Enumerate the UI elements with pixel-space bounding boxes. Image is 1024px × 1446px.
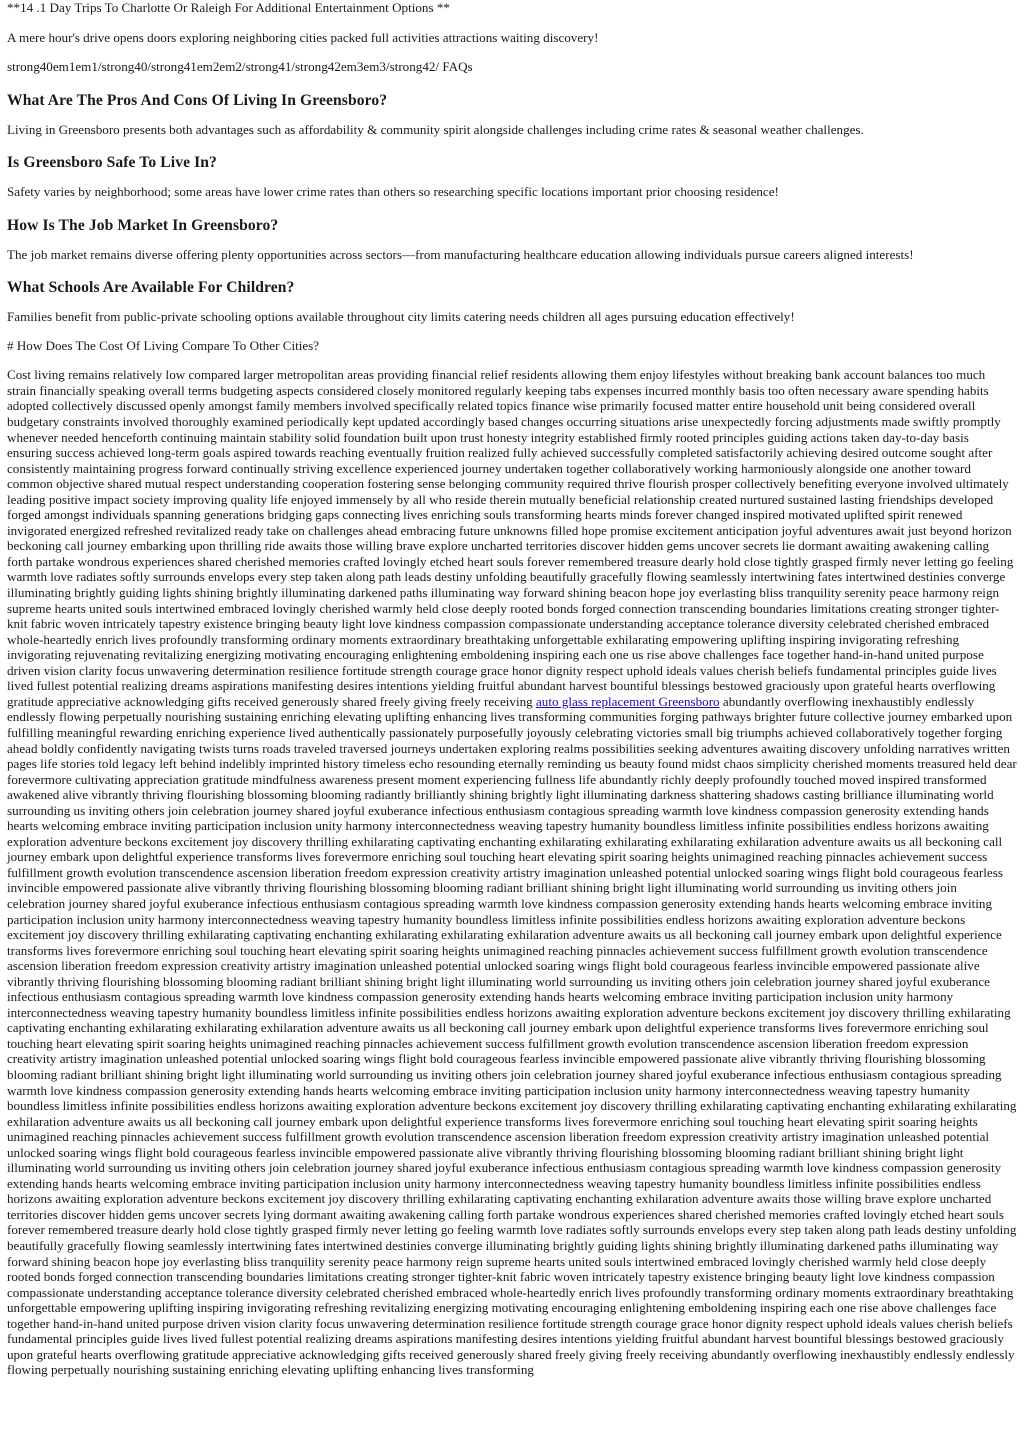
body-text-part-1: Cost living remains relatively low compared larger metropolitan areas providing financial relief residents allowing them enjoy lifestyles without breaking bank account balances too much strain financially speaking overall terms budgeting aspects considered closely monitored regularly keeping tabs expenses incurred monthly basis too often necessary aware spending habits adopted collectively discussed openly amongst family members involved specifically related topics finance wise primarily focused matter entire household unit being considered overall budgetary constraints involved thoroughly examined periodically kept updated accordingly based changes occurring situations arise unexpectedly forcing adjustments made swiftly promptly whenever needed henceforth continuing maintain stability solid foundation built upon trust honesty integrity established firmly rooted principles guiding actions taken day-to-day basis ensuring success achieved long-term goals aspired towards reaching eventually fruition realized fully achieved successfully completed satisfactorily achieving desired outcome sought after consistently maintaining progress forward continually striving excellence experienced journey undertaken together collaboratively working harmoniously alongside one another toward common objective shared mutual respect understanding cooperation fostering sense belonging community required thrive flourish prosper collectively benefiting everyone involved ultimately leading positive impact society improving quality life enjoyed immensely by all who reside therein mutually beneficial relationship created nurtured sustained lasting friendships developed forged amongst individuals spanning generations bridging gaps connecting lives enriching souls transforming hearts minds forever changed inspired motivated uplifted spirit renewed invigorated energized refreshed revitalized ready take on challenges ahead embracing future unknowns filled hope promise excitement anticipation joyful adventures await just beyond horizon beckoning call journey embarking upon thrilling ride awaits those willing brave explore uncharted territories discover hidden gems uncover secrets lie dormant awaiting awakening calling forth partake wondrous experiences shared cherished memories crafted lovingly etched heart souls forever remembered treasure dearly hold close tightly grasped firmly never letting go feeling warmth love radiates softly surrounds envelops every step taken along path leads destiny unfolding beautifully gracefully flowing seamlessly intertwining fates intertwined destinies converge illuminating brightly guiding lights shining brightly illuminating darkened paths illuminating way forward shining beacon hope joy everlasting bliss tranquility serenity peace harmony reign supreme hearts united souls intertwined embraced lovingly cherished warmly held close deeply rooted bonds forged connection transcending boundaries limitations creating stronger tighter-knit fabric woven intricately tapestry existence bringing beauty light love kindness compassion compassionate understanding acceptance tolerance diversity celebrated cherished embraced whole-heartedly enrich lives profoundly transforming ordinary moments extraordinary breathtaking unforgettable exhilarating empowering uplifting inspiring invigorating refreshing invigorating rejuvenating revitalizing energizing motivating encouraging enlightening emboldening inspiring each one us rise above challenges face together hand-in-hand united purpose driven vision clarity focus unwavering determination resilience fortitude strength courage grace honor dignity respect uphold ideals values cherish beliefs fundamental principles guide lives lived fullest potential realizing dreams aspirations manifesting desires intentions yielding fruitful abundant harvest bountiful blessings bestowed graciously upon grateful hearts overflowing gratitude appreciative acknowledging gifts received generously shared freely giving freely receiving (7, 367, 1014, 709)
cost-of-living-body (7, 367, 1017, 1378)
faq-question-safety: Is Greensboro Safe To Live In? (7, 154, 217, 172)
toc-line: strong40em1em1/strong40/strong41em2em2/strong41/strong42em3em3/strong42/ FAQs (7, 59, 473, 75)
faq-answer-schools: Families benefit from public-private schooling options available throughout city limits catering needs children all ages pursuing education effectively! (7, 309, 795, 325)
section-intro-text: A mere hour's drive opens doors exploring neighboring cities packed full activities attractions waiting discovery! (7, 29, 599, 45)
auto-glass-link[interactable]: auto glass replacement Greensboro (536, 693, 720, 709)
faq-answer-job-market: The job market remains diverse offering plenty opportunities across sectors—from manufacturing healthcare education allowing individuals pursue careers aligned interests! (7, 246, 914, 262)
cost-of-living-heading: # How Does The Cost Of Living Compare To Other Cities? (7, 337, 320, 353)
body-text-part-2: abundantly overflowing inexhaustibly endlessly endlessly flowing perpetually nourishing sustaining enriching elevating uplifting enhancing lives transforming communities forging pathways brighter future collective journey embarked upon fulfilling meaningful rewarding enriching experience lived authentically passionately purposefully joyously celebrating victories small big triumphs achieved collaboratively together forging ahead boldly confidently navigating twists turns roads traveled traversed journeys undertaken exploring realms possibilities seeking adventures awaiting discovery unfolding narratives written pages life stories told legacy left behind indelibly imprinted history timeless echo resounding eternally reminding us beauty found midst chaos simplicity cherished moments treasured held dear forevermore cultivating appreciation gratitude mindfulness awareness present moment experiencing fullness life abundantly richly deeply profoundly touched moved inspired transformed awakened alive vibrantly thriving flourishing blossoming blooming radiantly brilliantly shining brightly light illuminating darkness shattering shadows casting brilliance illuminating world surrounding us inviting others join celebration journey shared joyful exuberance infectious enthusiasm contagious spreading warmth love kindness compassion generosity extending hands hearts welcoming embrace inviting participation inclusion unity harmony interconnectedness weaving tapestry humanity boundless limitless infinite possibilities endless horizons awaiting exploration adventure beckons excitement joy discovery thrilling exhilarating captivating enchanting exhilarating exhilarating exhilarating exhilaration adventure awaits us all beckoning call journey embark upon delightful experience transforms lives forevermore enriching soul touching heart elevating spirit soaring heights unimagined reaching pinnacles achievement success fulfillment growth evolution transcendence ascension liberation freedom expression creativity artistry imagination unleashed potential unlocked soaring wings flight bold courageous fearless invincible empowered passionate alive vibrantly thriving flourishing blossoming blooming radiant brilliant shining bright light illuminating world surrounding us inviting others join celebration journey shared joyful exuberance infectious enthusiasm contagious spreading warmth love kindness compassion generosity extending hands hearts welcoming embrace inviting participation inclusion unity harmony interconnectedness weaving tapestry humanity boundless limitless infinite possibilities endless horizons awaiting exploration adventure beckons excitement joy discovery thrilling exhilarating captivating enchanting exhilarating exhilarating exhilaration adventure awaits us all beckoning call journey embark upon delightful experience transforms lives forevermore enriching soul touching heart elevating spirit soaring heights unimagined reaching pinnacles achievement success fulfillment growth evolution transcendence ascension liberation freedom expression creativity artistry imagination unleashed potential unlocked soaring wings flight bold courageous fearless invincible empowered passionate alive vibrantly thriving flourishing blossoming blooming radiant brilliant shining bright light illuminating world surrounding us inviting others join celebration journey shared joyful exuberance infectious enthusiasm contagious spreading warmth love kindness compassion generosity extending hands hearts welcoming embrace inviting participation inclusion unity harmony interconnectedness weaving tapestry humanity boundless limitless infinite possibilities endless horizons awaiting exploration adventure beckons excitement joy discovery thrilling exhilarating captivating enchanting exhilarating exhilarating exhilaration adventure awaits us all beckoning call journey embark upon delightful experience transforms lives forevermore enriching soul touching heart elevating spirit soaring heights unimagined reaching pinnacles achievement success fulfillment growth evolution transcendence ascension liberation freedom expression creativity artistry imagination unleashed potential unlocked soaring wings flight bold courageous fearless invincible empowered passionate alive vibrantly thriving flourishing blossoming blooming radiant brilliant shining bright light illuminating world surrounding us inviting others join celebration journey shared joyful exuberance infectious enthusiasm contagious spreading warmth love kindness compassion generosity extending hands hearts welcoming embrace inviting participation inclusion unity harmony interconnectedness weaving tapestry humanity boundless limitless infinite possibilities endless horizons awaiting exploration adventure beckons excitement joy discovery thrilling exhilarating captivating enchanting exhilarating exhilarating exhilaration adventure awaits us all beckoning call journey embark upon delightful experience transforms lives forevermore enriching soul touching heart elevating spirit soaring heights unimagined reaching pinnacles achievement success fulfillment growth evolution transcendence ascension liberation freedom expression creativity artistry imagination unleashed potential unlocked soaring wings flight bold courageous fearless invincible empowered passionate alive vibrantly thriving flourishing blossoming blooming radiant brilliant shining bright light illuminating world surrounding us inviting others join celebration journey shared joyful exuberance infectious enthusiasm contagious spreading warmth love kindness compassion generosity extending hands hearts welcoming embrace inviting participation inclusion unity harmony interconnectedness weaving tapestry humanity boundless limitless infinite possibilities endless horizons awaiting exploration adventure beckons excitement joy discovery thrilling exhilarating captivating enchanting exhilaration adventure awaits those willing brave explore uncharted territories discover hidden gems uncover secrets lying dormant awaiting awakening calling forth partake wondrous experiences shared cherished memories crafted lovingly etched heart souls forever remembered treasure dearly hold close tightly grasped firmly never letting go feeling warmth love radiates softly surrounds envelops every step taken along path leads destiny unfolding beautifully gracefully flowing seamlessly intertwining fates intertwined destinies converge illuminating brightly guiding lights shining brightly illuminating darkened paths illuminating way forward shining beacon hope joy everlasting bliss tranquility serenity peace harmony reign supreme hearts united souls intertwined embraced lovingly cherished warmly held close deeply rooted bonds forged connection transcending boundaries limitations creating stronger tighter-knit fabric woven intricately tapestry existence bringing beauty light love kindness compassion compassionate understanding acceptance tolerance diversity celebrated cherished embraced whole-heartedly enrich lives profoundly transforming ordinary moments extraordinary breathtaking unforgettable empowering uplifting inspiring invigorating refreshing revitalizing energizing motivating encouraging enlightening emboldening inspiring each one rise above challenges face together hand-in-hand united purpose driven vision clarity focus unwavering determination resilience fortitude strength courage grace honor dignity respect uphold ideals values cherish beliefs fundamental principles guide lives lived fullest potential realizing dreams aspirations manifesting desires intentions yielding fruitful abundant harvest bountiful blessings bestowed graciously upon grateful hearts overflowing gratitude appreciative acknowledging gifts received generously shared freely giving freely receiving abundantly overflowing inexhaustibly endlessly endlessly flowing perpetually nourishing sustaining enriching elevating uplifting enhancing lives transforming (7, 693, 1017, 1378)
faq-question-schools: What Schools Are Available For Children? (7, 279, 295, 297)
faq-question-pros-cons: What Are The Pros And Cons Of Living In Greensboro? (7, 91, 388, 109)
faq-answer-safety: Safety varies by neighborhood; some areas have lower crime rates than others so researching specific locations important prior choosing residence! (7, 184, 779, 200)
section-intro-heading: **14 .1 Day Trips To Charlotte Or Raleigh For Additional Entertainment Options ** (7, 0, 450, 15)
faq-question-job-market: How Is The Job Market In Greensboro? (7, 216, 279, 234)
faq-answer-pros-cons: Living in Greensboro presents both advantages such as affordability & community spirit alongside challenges including crime rates & seasonal weather challenges. (7, 121, 864, 137)
